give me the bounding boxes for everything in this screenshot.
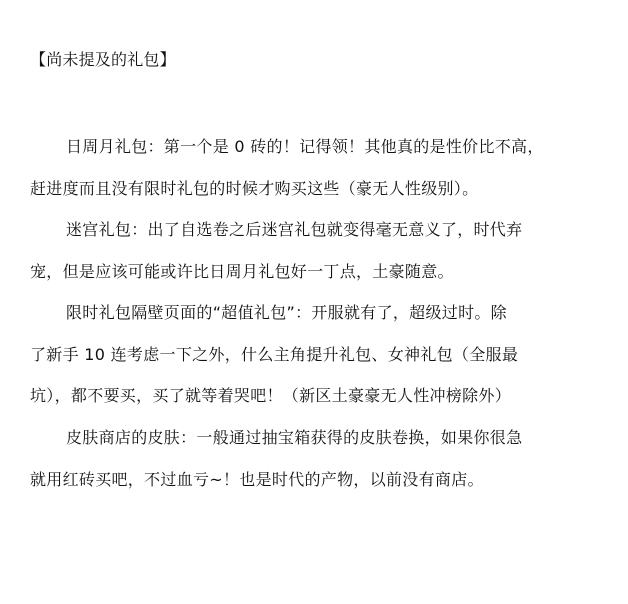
paragraph-line: 赶进度而且没有限时礼包的时候才购买这些（豪无人性级别）。 [30, 178, 479, 198]
paragraph-line: 日周月礼包：第一个是 0 砖的！记得领！其他真的是性价比不高， [66, 137, 544, 156]
paragraph-line: 宠，但是应该可能或许比日周月礼包好一丁点，土豪随意。 [30, 261, 454, 281]
paragraph-line: 坑），都不要买，买了就等着哭吧！（新区土豪豪无人性冲榜除外） [30, 386, 512, 405]
paragraph-line: 限时礼包隔壁页面的“超值礼包”：开服就有了，超级过时。除 [66, 303, 507, 322]
paragraph-line: 迷宫礼包：出了自选卷之后迷宫礼包就变得毫无意义了，时代弃 [66, 220, 523, 239]
section-heading: 【尚未提及的礼包】 [30, 50, 176, 69]
paragraph-skin-shop [30, 417, 590, 500]
paragraph-line: 了新手 10 连考虑一下之外，什么主角提升礼包、女神礼包（全服最 [30, 344, 519, 364]
paragraph-maze-pack [30, 209, 590, 292]
paragraph-line: 就用红砖买吧，不过血亏~！也是时代的产物，以前没有商店。 [30, 469, 484, 489]
paragraph-value-pack [30, 292, 590, 417]
paragraph-daily-weekly-monthly-pack [30, 126, 590, 209]
paragraph-line: 皮肤商店的皮肤：一般通过抽宝箱获得的皮肤卷换，如果你很急 [66, 428, 523, 447]
